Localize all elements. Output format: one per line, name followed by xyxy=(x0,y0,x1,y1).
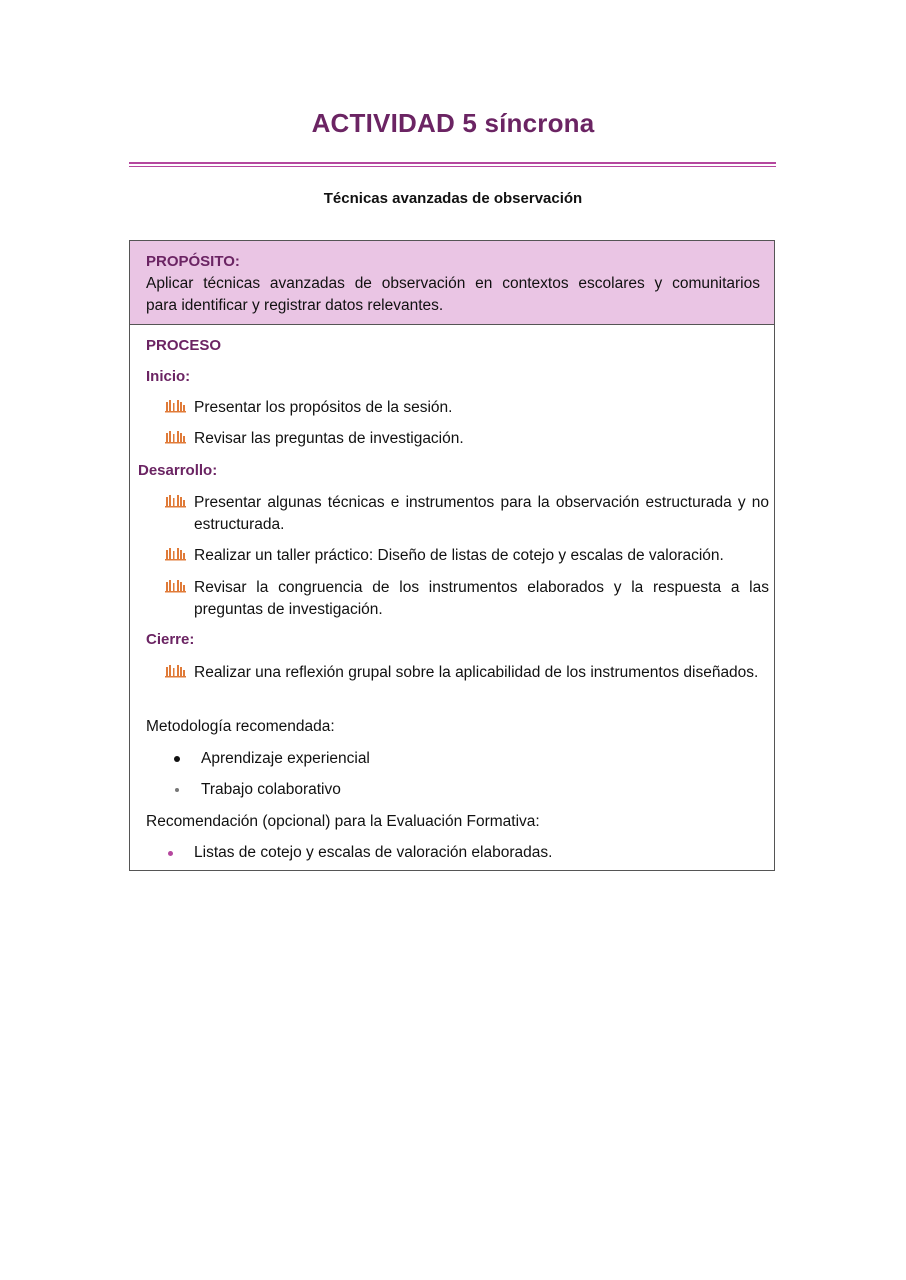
list-item xyxy=(165,545,769,567)
list-item xyxy=(165,662,769,684)
purpose-text xyxy=(146,273,760,317)
desarrollo-item-3: Revisar la congruencia de los instrumentos elaborados y la respuesta a las preguntas de investigación. xyxy=(194,579,769,618)
hands-icon xyxy=(165,430,187,444)
evaluation-label: Recomendación (opcional) para la Evaluación Formativa: xyxy=(146,813,540,830)
hands-icon xyxy=(165,547,187,561)
purpose-line-1: Aplicar técnicas avanzadas de observación en contextos escolares y comunitarios xyxy=(146,275,760,292)
purpose-section xyxy=(130,241,774,325)
methodology-label: Metodología recomendada: xyxy=(146,718,335,735)
list-item xyxy=(165,492,769,536)
list-item xyxy=(172,779,341,801)
list-item xyxy=(165,397,769,419)
purpose-line-2: para identificar y registrar datos relevantes. xyxy=(146,297,444,314)
list-item xyxy=(165,428,769,450)
page-title: ACTIVIDAD 5 síncrona xyxy=(311,108,595,138)
title-rule xyxy=(129,162,776,164)
desarrollo-label: Desarrollo: xyxy=(138,462,218,479)
hands-icon xyxy=(165,399,187,413)
inicio-item-1: Presentar los propósitos de la sesión. xyxy=(194,399,453,416)
cierre-item-1: Realizar una reflexión grupal sobre la aplicabilidad de los instrumentos diseñados. xyxy=(194,664,759,681)
bullet-icon xyxy=(168,851,173,856)
process-heading: PROCESO xyxy=(146,337,222,354)
inicio-label: Inicio: xyxy=(146,368,191,385)
hands-icon xyxy=(165,664,187,678)
title-rule-thin xyxy=(129,166,776,167)
purpose-heading: PROPÓSITO: xyxy=(146,253,240,270)
list-item xyxy=(172,748,370,770)
cierre-label: Cierre: xyxy=(146,631,195,648)
page-subtitle: Técnicas avanzadas de observación xyxy=(323,190,583,207)
methodology-item-1: Aprendizaje experiencial xyxy=(201,750,370,767)
desarrollo-item-2: Realizar un taller práctico: Diseño de listas de cotejo y escalas de valoración. xyxy=(194,547,724,564)
evaluation-item-1: Listas de cotejo y escalas de valoración elaboradas. xyxy=(194,844,553,861)
bullet-icon xyxy=(174,756,180,762)
bullet-icon xyxy=(175,788,179,792)
list-item xyxy=(165,577,769,621)
activity-table xyxy=(129,240,775,871)
list-item xyxy=(165,842,552,864)
inicio-item-2: Revisar las preguntas de investigación. xyxy=(194,430,464,447)
desarrollo-item-1: Presentar algunas técnicas e instrumentos para la observación estructurada y no estructurada. xyxy=(194,494,769,533)
hands-icon xyxy=(165,579,187,593)
methodology-item-2: Trabajo colaborativo xyxy=(201,781,341,798)
hands-icon xyxy=(165,494,187,508)
